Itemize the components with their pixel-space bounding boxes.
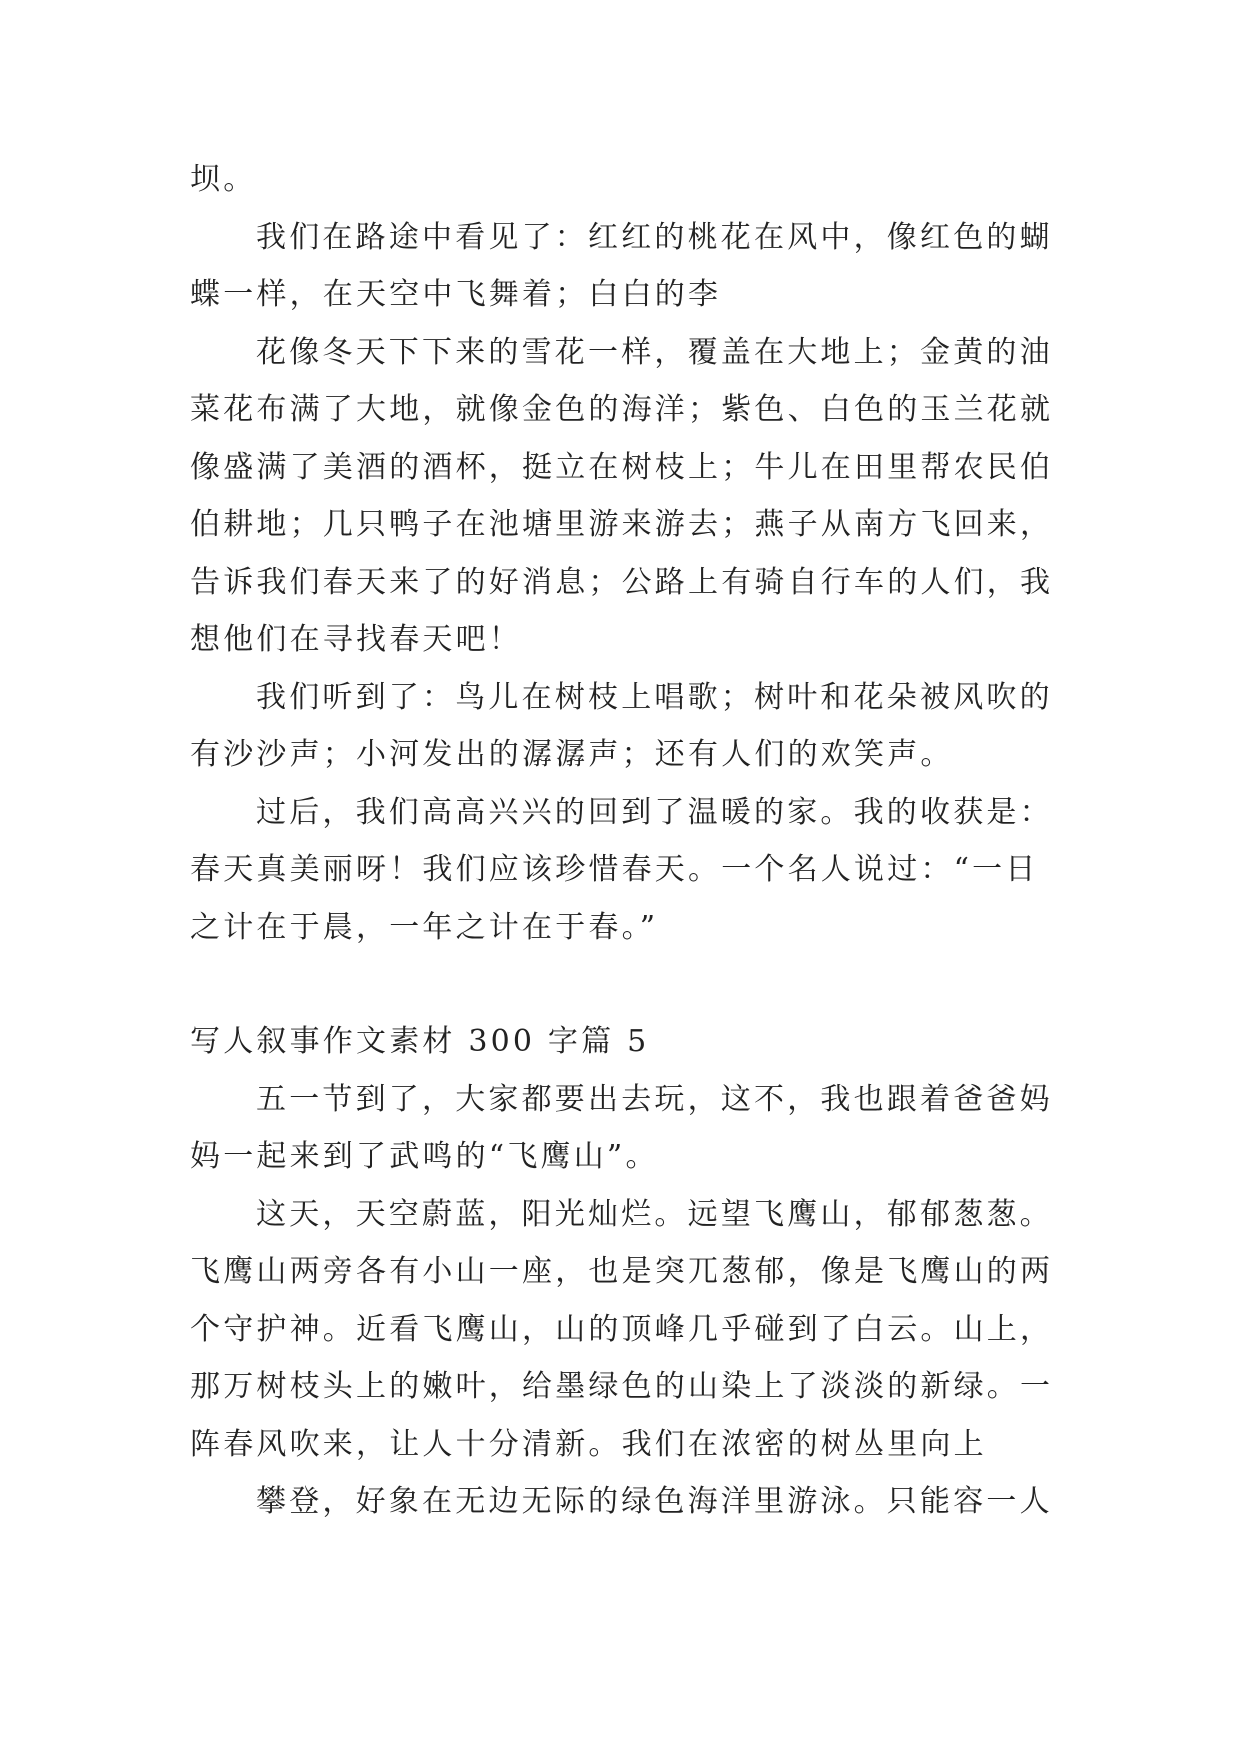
text-line: 坝。 xyxy=(190,162,257,197)
text-line: 告诉我们春天来了的好消息；公路上有骑自行车的人们，我 xyxy=(190,565,1054,600)
paragraph-start-line: 攀登，好象在无边无际的绿色海洋里游泳。只能容一人 xyxy=(256,1484,1053,1519)
text-line: 蝶一样，在天空中飞舞着；白白的李 xyxy=(190,277,722,312)
paragraph-start-line: 这天，天空蔚蓝，阳光灿烂。远望飞鹰山，郁郁葱葱。 xyxy=(256,1197,1053,1232)
paragraph-start-line: 我们在路途中看见了：红红的桃花在风中，像红色的蝴 xyxy=(256,220,1053,255)
text-line: 伯耕地；几只鸭子在池塘里游来游去；燕子从南方飞回来， xyxy=(190,507,1054,542)
text-line: 有沙沙声；小河发出的潺潺声；还有人们的欢笑声。 xyxy=(190,737,954,772)
text-line: 妈一起来到了武鸣的“飞鹰山”。 xyxy=(190,1139,659,1174)
text-line: 之计在于晨，一年之计在于春。” xyxy=(190,910,659,945)
text-line: 那万树枝头上的嫩叶，给墨绿色的山染上了淡淡的新绿。一 xyxy=(190,1369,1054,1404)
text-line: 阵春风吹来，让人十分清新。我们在浓密的树丛里向上 xyxy=(190,1427,987,1462)
paragraph-start-line: 五一节到了，大家都要出去玩，这不，我也跟着爸爸妈 xyxy=(256,1082,1053,1117)
text-line: 想他们在寻找春天吧！ xyxy=(190,622,522,657)
paragraph-start-line: 过后，我们高高兴兴的回到了温暖的家。我的收获是： xyxy=(256,795,1053,830)
text-line: 菜花布满了大地，就像金色的海洋；紫色、白色的玉兰花就 xyxy=(190,392,1054,427)
paragraph-start-line: 花像冬天下下来的雪花一样，覆盖在大地上；金黄的油 xyxy=(256,335,1053,370)
text-line: 飞鹰山两旁各有小山一座，也是突兀葱郁，像是飞鹰山的两 xyxy=(190,1254,1054,1289)
text-line: 像盛满了美酒的酒杯，挺立在树枝上；牛儿在田里帮农民伯 xyxy=(190,450,1054,485)
text-line: 个守护神。近看飞鹰山，山的顶峰几乎碰到了白云。山上， xyxy=(190,1312,1054,1347)
text-line: 春天真美丽呀！我们应该珍惜春天。一个名人说过：“一日 xyxy=(190,852,1039,887)
section-heading: 写人叙事作文素材 300 字篇 5 xyxy=(190,1024,650,1059)
paragraph-start-line: 我们听到了：鸟儿在树枝上唱歌；树叶和花朵被风吹的 xyxy=(256,680,1053,715)
